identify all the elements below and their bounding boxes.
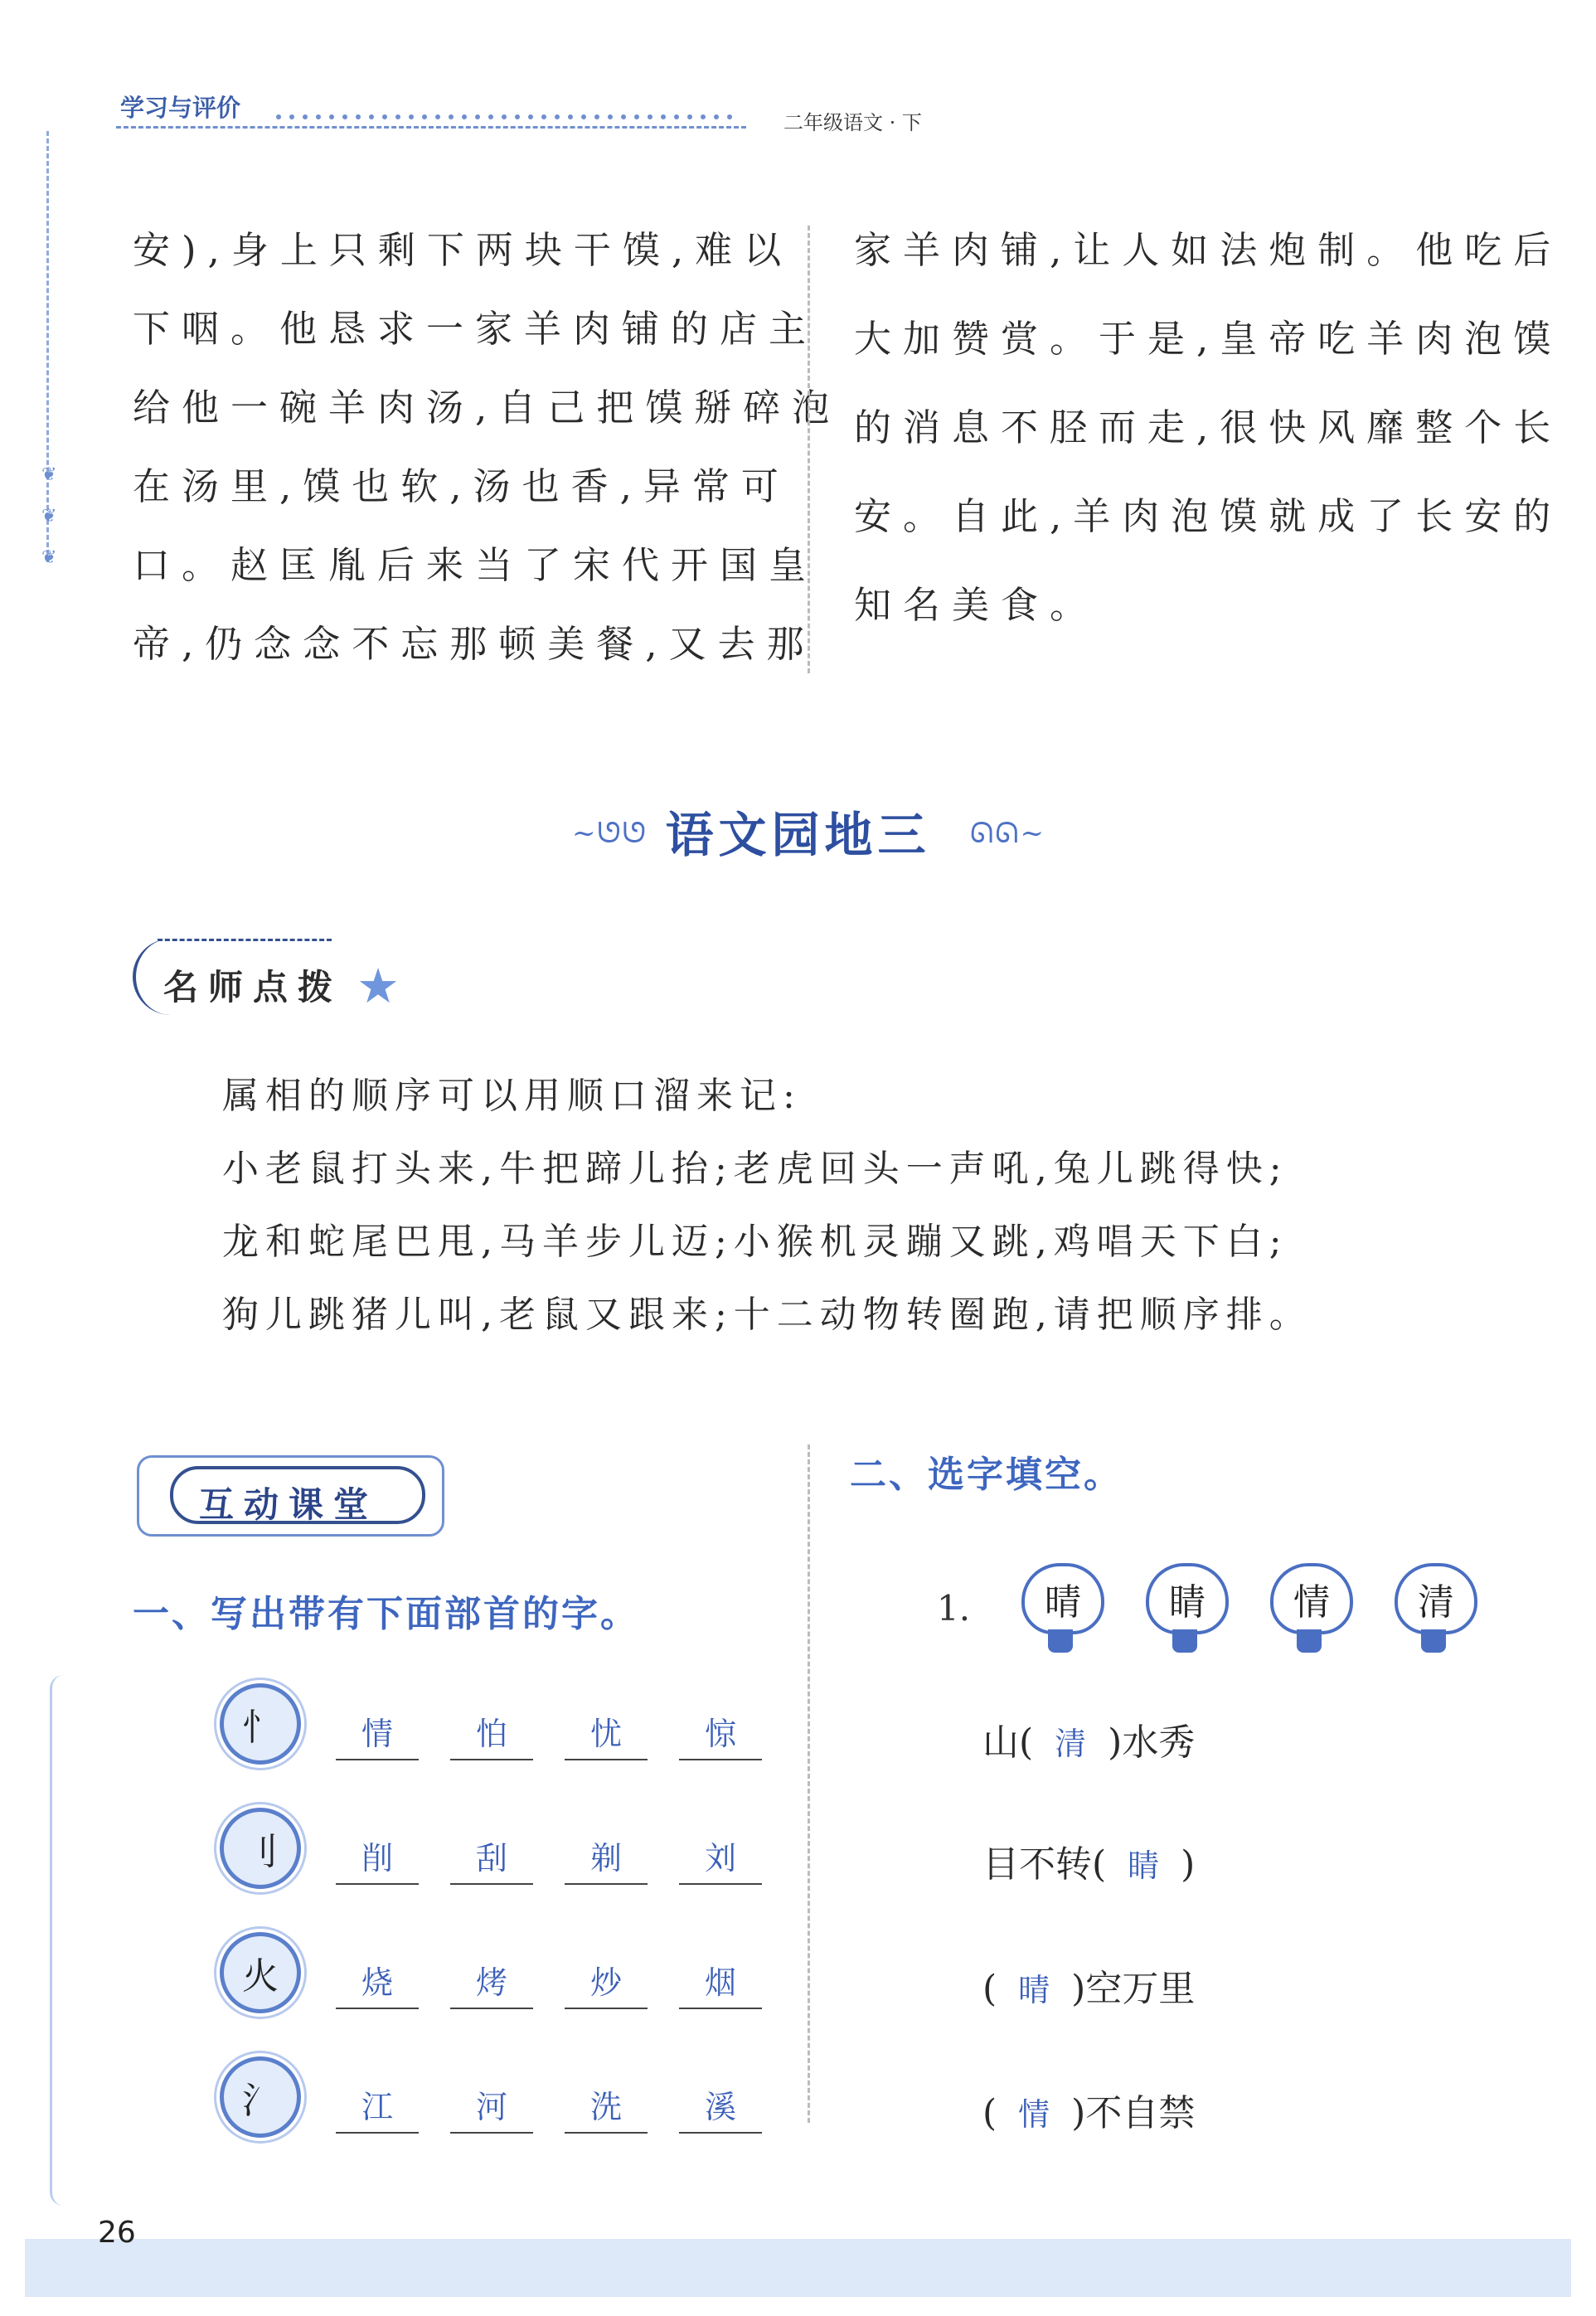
mushroom-stem [1048, 1629, 1073, 1653]
header-title: 学习与评价 [120, 94, 241, 122]
header-decoration [274, 111, 738, 123]
fill-answer[interactable]: 睛 [1128, 1847, 1160, 1884]
option-char: 清 [1395, 1563, 1477, 1634]
radical-row [220, 2056, 767, 2148]
tips-badge-line [158, 939, 332, 941]
fill-phrase [982, 1712, 1195, 1765]
radical-badge: 火 [220, 1932, 301, 2013]
tips-body [222, 1060, 1312, 1352]
answer-field[interactable]: 烧 [336, 1957, 419, 2009]
star-icon: ★ [357, 958, 400, 1014]
class-badge-label: 互动课堂 [199, 1484, 379, 1525]
answer-field[interactable]: 河 [450, 2081, 533, 2134]
answer-field[interactable]: 炒 [565, 1957, 648, 2009]
answer-field[interactable]: 烟 [679, 1957, 762, 2009]
mushroom-stem [1421, 1629, 1446, 1653]
fill-phrase [982, 2083, 1195, 2136]
phrase-after: )空万里 [1071, 1968, 1196, 2010]
leaf-icon: ❦ [41, 506, 57, 527]
option-char: 睛 [1146, 1563, 1229, 1634]
story-line: 口。赵匡胤后来当了宋代开国皇 [133, 543, 818, 587]
story-left-column [133, 211, 842, 683]
phrase-before: ( [982, 2092, 997, 2134]
fill-answer[interactable]: 晴 [1018, 1972, 1050, 2008]
question-2-heading: 二、选字填空。 [850, 1454, 1123, 1496]
tip-line: 属相的顺序可以用顺口溜来记: [222, 1075, 802, 1117]
answer-field[interactable]: 剃 [565, 1833, 648, 1885]
radical-badge: 氵 [220, 2056, 301, 2138]
story-line: 大加赞赏。于是,皇帝吃羊肉泡馍 [854, 317, 1563, 361]
answer-field[interactable]: 怕 [450, 1708, 533, 1760]
answer-field[interactable]: 刘 [679, 1833, 762, 1885]
mushroom-stem [1172, 1629, 1197, 1653]
phrase-before: 山( [982, 1721, 1034, 1764]
answer-field[interactable]: 情 [336, 1708, 419, 1760]
answer-field[interactable]: 忧 [565, 1708, 648, 1760]
story-line: 在汤里,馍也软,汤也香,异常可 [133, 464, 790, 508]
option-char: 情 [1270, 1563, 1353, 1634]
leaf-icon: ❦ [41, 464, 57, 485]
option-mushroom [1146, 1563, 1225, 1654]
phrase-after: ) [1181, 1843, 1196, 1886]
story-line: 安。自此,羊肉泡馍就成了长安的 [854, 494, 1563, 538]
question-2-number: 1. [937, 1588, 971, 1629]
answer-field[interactable]: 削 [336, 1833, 419, 1885]
radical-badge: 忄 [220, 1683, 301, 1765]
leaf-icon: ❦ [41, 547, 57, 568]
answer-field[interactable]: 惊 [679, 1708, 762, 1760]
left-border-decoration [46, 131, 57, 562]
answer-field[interactable]: 溪 [679, 2081, 762, 2134]
tip-line: 龙和蛇尾巴甩,马羊步儿迈;小猴机灵蹦又跳,鸡唱天下白; [222, 1221, 1288, 1263]
page-number: 26 [98, 2216, 136, 2250]
radical-badge: 刂 [220, 1808, 301, 1889]
column-divider [808, 226, 810, 673]
tip-line: 狗儿跳猪儿叫,老鼠又跟来;十二动物转圈跑,请把顺序排。 [222, 1294, 1312, 1336]
answer-field[interactable]: 江 [336, 2081, 419, 2134]
tips-badge-label: 名师点拨 [163, 967, 343, 1007]
story-line: 知名美食。 [854, 583, 1099, 627]
option-char: 晴 [1021, 1563, 1104, 1634]
radical-row [220, 1932, 767, 2023]
story-line: 给他一碗羊肉汤,自己把馍掰碎泡 [133, 386, 842, 430]
answer-field[interactable]: 刮 [450, 1833, 533, 1885]
story-right-column [854, 211, 1563, 654]
mushroom-stem [1297, 1629, 1322, 1653]
option-mushroom [1270, 1563, 1349, 1654]
footer-band [25, 2239, 1571, 2297]
swirl-decoration-icon: ᘏᘏ~ [970, 817, 1045, 850]
option-mushroom [1021, 1563, 1100, 1654]
story-line: 下咽。他恳求一家羊肉铺的店主 [133, 307, 818, 351]
column-divider [808, 1444, 810, 2123]
section-title: 语文园地三 [665, 807, 931, 863]
story-line: 帝,仍念念不忘那顿美餐,又去那 [133, 622, 816, 666]
fill-answer[interactable]: 情 [1018, 2096, 1050, 2133]
fill-phrase [982, 1959, 1195, 2012]
header-grade: 二年级语文 · 下 [783, 111, 922, 134]
fill-phrase [982, 1834, 1195, 1887]
header-divider [116, 126, 746, 129]
tip-line: 小老鼠打头来,牛把蹄儿抬;老虎回头一声吼,兔儿跳得快; [222, 1148, 1288, 1190]
fill-answer[interactable]: 清 [1055, 1726, 1087, 1762]
story-line: 家羊肉铺,让人如法炮制。他吃后 [854, 228, 1563, 272]
question-1-heading: 一、写出带有下面部首的字。 [133, 1593, 639, 1635]
phrase-after: )不自禁 [1071, 2092, 1196, 2134]
option-mushroom [1395, 1563, 1473, 1654]
answer-field[interactable]: 烤 [450, 1957, 533, 2009]
story-line: 安),身上只剩下两块干馍,难以 [133, 228, 793, 272]
vine-decoration [50, 1675, 77, 2206]
radical-row [220, 1683, 767, 1775]
phrase-before: 目不转( [982, 1843, 1107, 1886]
story-line: 的消息不胫而走,很快风靡整个长 [854, 405, 1563, 449]
phrase-after: )水秀 [1108, 1721, 1196, 1764]
phrase-before: ( [982, 1968, 997, 2010]
answer-field[interactable]: 洗 [565, 2081, 648, 2134]
radical-row [220, 1808, 767, 1899]
swirl-decoration-icon: ~ᘎᘎ [572, 817, 648, 850]
